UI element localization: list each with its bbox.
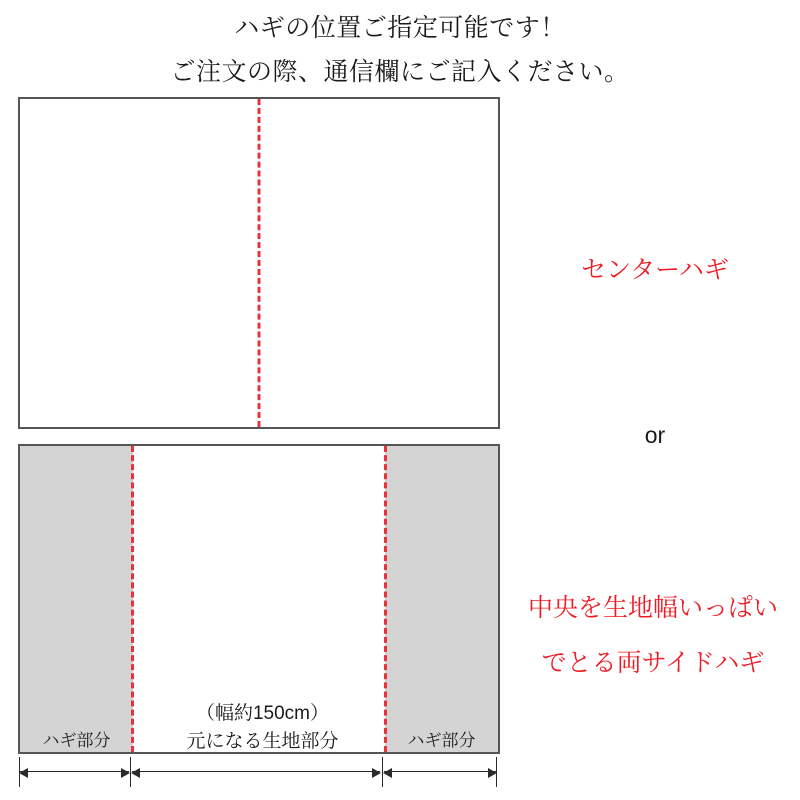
right-seam-part-label: ハギ部分 xyxy=(407,731,476,750)
left-seam-part-label: ハギ部分 xyxy=(42,731,111,750)
dimension-arrow-left-seam xyxy=(20,771,129,772)
annotation-or: or xyxy=(644,422,666,448)
base-fabric-label: 元になる生地部分 xyxy=(186,731,339,752)
left-seam-panel-fill xyxy=(20,446,133,752)
dimension-arrow-base-fabric xyxy=(132,771,380,772)
center-seam-dashed-line xyxy=(258,99,261,427)
right-seam-panel-fill xyxy=(385,446,498,752)
heading-line-2: ご注文の際、通信欄にご記入ください。 xyxy=(170,58,630,86)
dimension-arrow-right-seam xyxy=(384,771,496,772)
fabric-width-note: （幅約150cm） xyxy=(195,703,330,724)
annotation-center-seam: センターハギ xyxy=(581,256,729,284)
center-seam-diagram xyxy=(18,97,500,429)
both-side-seam-diagram xyxy=(18,444,500,754)
annotation-side-seam-line-2: でとる両サイドハギ xyxy=(541,649,765,677)
dimension-arrow-row xyxy=(18,757,500,791)
annotation-side-seam-line-1: 中央を生地幅いっぱい xyxy=(527,594,778,622)
heading-line-1: ハギの位置ご指定可能です！ xyxy=(234,14,566,42)
left-seam-dashed-line xyxy=(131,446,134,752)
